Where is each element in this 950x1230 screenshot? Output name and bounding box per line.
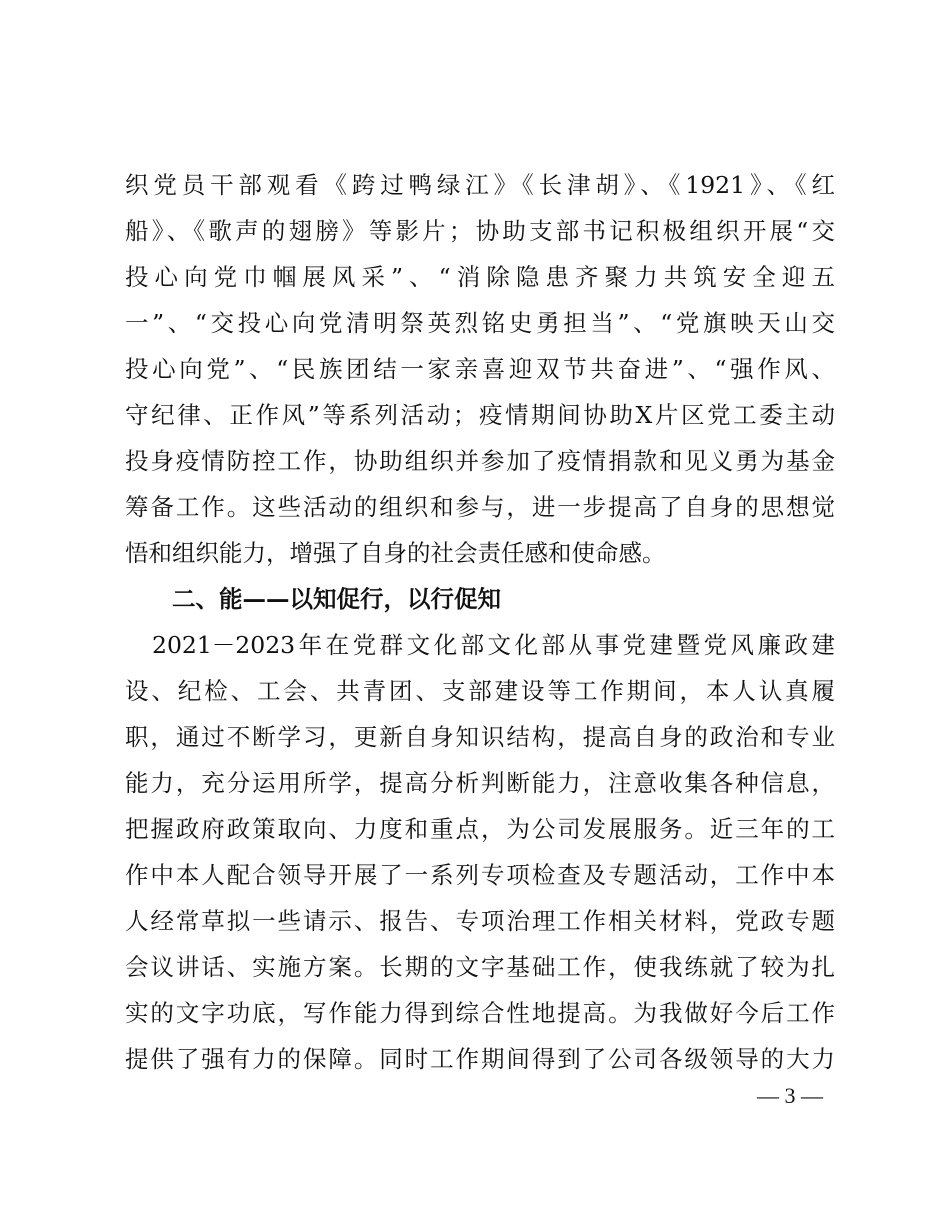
paragraph-line: 悟和组织能力，增强了自身的社会责任感和使命感。 bbox=[125, 539, 666, 567]
paragraph-line: 2021－2023年在党群文化部文化部从事党建暨党风廉政建 bbox=[125, 631, 835, 659]
page-number: — 3 — bbox=[757, 1083, 823, 1108]
paragraph-line: 人经常草拟一些请示、报告、专项治理工作相关材料，党政专题 bbox=[125, 907, 835, 935]
paragraph-line: 守纪律、正作风”等系列活动；疫情期间协助X片区党工委主动 bbox=[125, 401, 835, 429]
paragraph-line: 会议讲话、实施方案。长期的文字基础工作，使我练就了较为扎 bbox=[125, 953, 835, 981]
paragraph-line: 把握政府政策取向、力度和重点，为公司发展服务。近三年的工 bbox=[125, 815, 835, 843]
paragraph-line: 提供了强有力的保障。同时工作期间得到了公司各级领导的大力 bbox=[125, 1045, 835, 1073]
section-heading: 二、能——以知促行，以行促知 bbox=[172, 585, 501, 613]
paragraph-line: 投身疫情防控工作，协助组织并参加了疫情捐款和见义勇为基金 bbox=[125, 447, 835, 475]
paragraph-line: 能力，充分运用所学，提高分析判断能力，注意收集各种信息， bbox=[125, 769, 835, 797]
paragraph-line: 筹备工作。这些活动的组织和参与，进一步提高了自身的思想觉 bbox=[125, 493, 835, 521]
paragraph-line: 实的文字功底，写作能力得到综合性地提高。为我做好今后工作 bbox=[125, 999, 835, 1027]
paragraph-line: 投心向党”、“民族团结一家亲喜迎双节共奋进”、“强作风、 bbox=[125, 355, 835, 383]
paragraph-line: 船》、《歌声的翅膀》等影片；协助支部书记积极组织开展“交 bbox=[125, 217, 835, 245]
paragraph-line: 织党员干部观看《跨过鸭绿江》《长津胡》、《1921》、《红 bbox=[125, 171, 835, 199]
paragraph-line: 投心向党巾帼展风采”、“消除隐患齐聚力共筑安全迎五 bbox=[125, 263, 835, 291]
paragraph-line: 职，通过不断学习，更新自身知识结构，提高自身的政治和专业 bbox=[125, 723, 835, 751]
paragraph-line: 作中本人配合领导开展了一系列专项检查及专题活动，工作中本 bbox=[125, 861, 835, 889]
paragraph-line: 一”、“交投心向党清明祭英烈铭史勇担当”、“党旗映天山交 bbox=[125, 309, 835, 337]
paragraph-line: 设、纪检、工会、共青团、支部建设等工作期间，本人认真履 bbox=[125, 677, 835, 705]
